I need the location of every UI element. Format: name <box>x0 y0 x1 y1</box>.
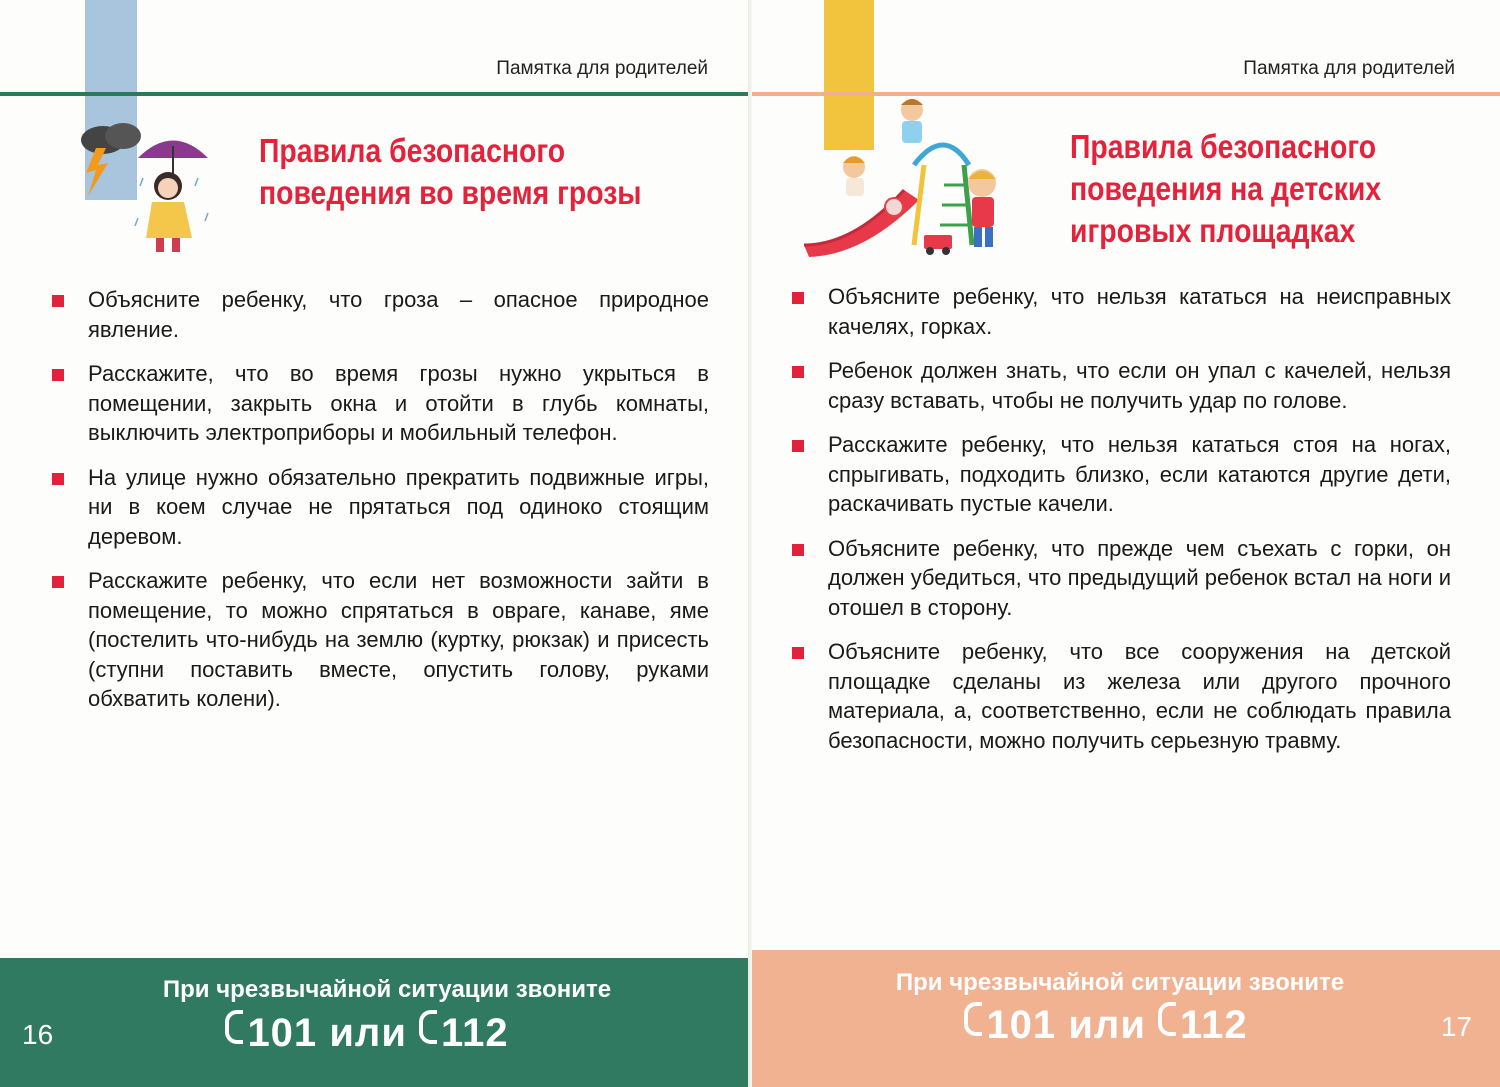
page-header: Памятка для родителей <box>1243 58 1455 79</box>
footer-caption: При чрезвычайной ситуации звоните <box>895 969 1345 996</box>
page-number: 16 <box>22 1019 54 1050</box>
list-item: Ребенок должен знать, что если он упал с качелей, нельзя сразу вставать, чтобы не получить удар по голове. <box>828 356 1451 415</box>
rules-list <box>88 285 709 729</box>
header-rule <box>0 92 750 96</box>
right-page <box>752 0 1500 1087</box>
emergency-footer <box>752 950 1500 1087</box>
phone-icon <box>1158 1002 1176 1036</box>
page-title: Правила безопасного поведения во время грозы <box>259 132 642 211</box>
girl-face <box>158 178 178 198</box>
children-on-playground-slide-icon <box>794 95 1034 260</box>
list-item: Расскажите ребенку, что нельзя кататься стоя на ногах, спрыгивать, подходить близко, если катаются другие дети, раскачивать пустые качели. <box>828 430 1451 519</box>
list-item: Объясните ребенку, что все сооружения на детской площадке сделаны из железа или другого прочного материала, а, соответственно, если не соблюдать правила безопасности, можно получить серьезную травму. <box>828 637 1451 755</box>
list-item: Объясните ребенку, что гроза – опасное природное явление. <box>88 285 709 344</box>
rules-list <box>828 282 1451 770</box>
toy-truck <box>924 235 952 249</box>
girl-raincoat <box>146 202 192 238</box>
page-title: Правила безопасного поведения на детских игровых площадках <box>1070 128 1382 249</box>
list-item: На улице нужно обязательно прекратить подвижные игры, ни в коем случае не прятаться под одиноко стоящим деревом. <box>88 463 709 552</box>
list-item: Расскажите, что во время грозы нужно укрыться в помещении, закрыть окна и отойти в глубь комнаты, выключить электроприборы и мобильный телефон. <box>88 359 709 448</box>
emergency-footer <box>0 958 750 1087</box>
emergency-phones: 101 или 112 <box>0 1010 742 1056</box>
phone-icon <box>225 1010 243 1044</box>
girl-with-umbrella-in-thunderstorm-icon <box>68 118 223 258</box>
phone-icon <box>964 1002 982 1036</box>
list-item: Объясните ребенку, что прежде чем съехать с горки, он должен убедиться, что предыдущий ребенок встал на ноги и отошел в сторону. <box>828 534 1451 623</box>
list-item: Объясните ребенку, что нельзя кататься на неисправных качелях, горках. <box>828 282 1451 341</box>
list-item: Расскажите ребенку, что если нет возможности зайти в помещение, то можно спрятаться в овраге, канаве, яме (постелить что-нибудь на землю (куртку, рюкзак) и присесть (ступни поставить вместе, опустить голову, руками обхватить колени). <box>88 566 709 714</box>
lightning-bolt <box>86 148 108 196</box>
slide <box>804 190 919 257</box>
footer-caption: При чрезвычайной ситуации звоните <box>162 976 612 1003</box>
emergency-phones: 101 или 112 <box>752 1002 1480 1048</box>
slide-arch <box>914 145 969 165</box>
page-header: Памятка для родителей <box>496 58 708 79</box>
phone-icon <box>419 1010 437 1044</box>
ball <box>885 198 903 216</box>
page-number: 17 <box>1440 1011 1472 1042</box>
